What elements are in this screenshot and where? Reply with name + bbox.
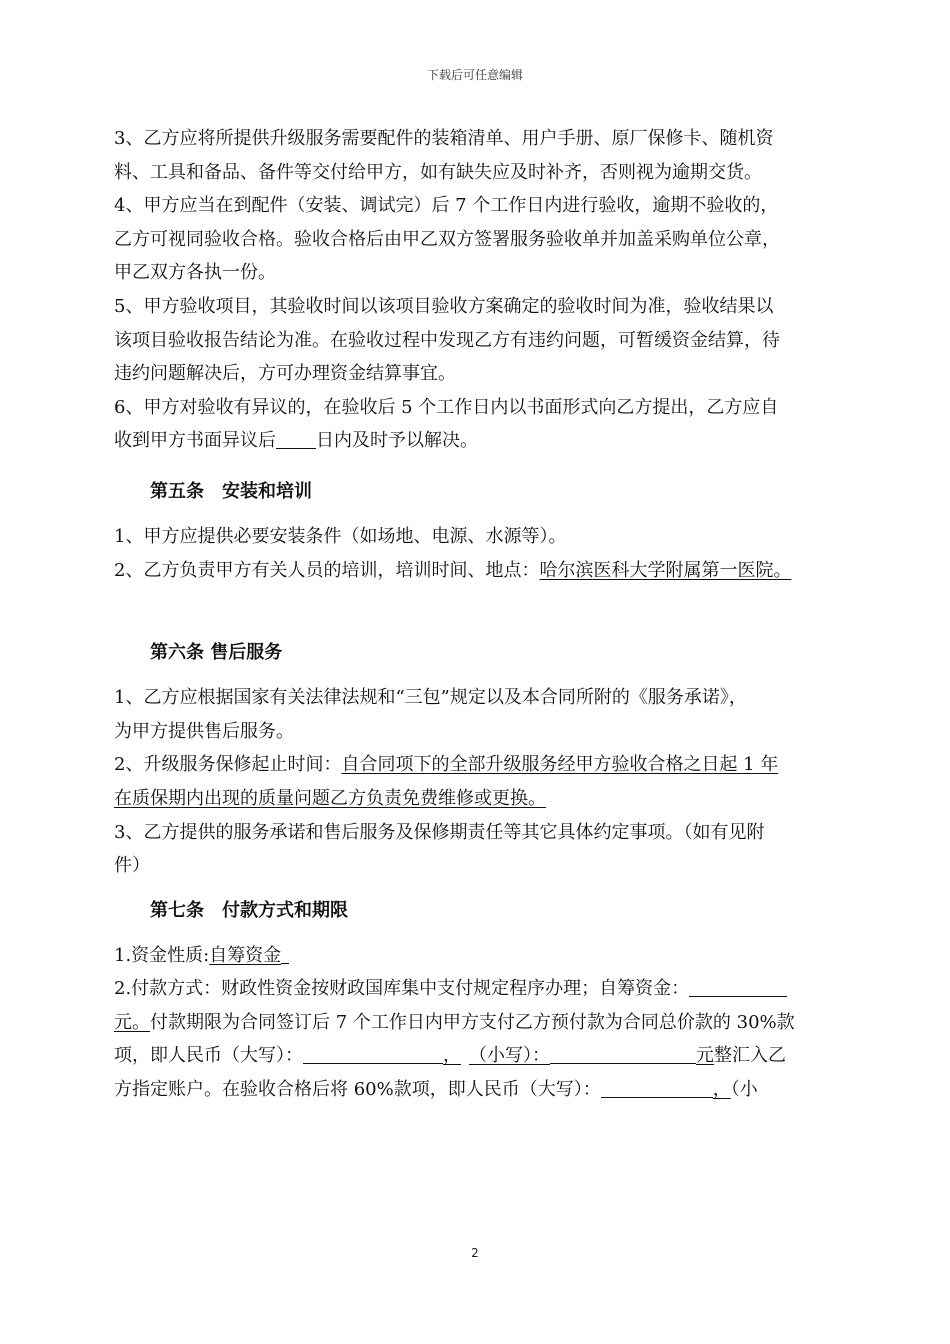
- paragraph-line: 违约问题解决后，方可办理资金结算事宜。: [114, 363, 456, 385]
- spacer: [114, 587, 834, 625]
- paragraph-line: 1、乙方应根据国家有关法律法规和“三包”规定以及本合同所附的《服务承诺》，: [114, 687, 747, 709]
- section-heading-6: 第六条 售后服务: [150, 642, 283, 664]
- paragraph-line: [114, 972, 834, 1006]
- text-run: （小: [730, 1079, 758, 1101]
- fund-type-value: 自筹资金: [209, 944, 282, 966]
- paragraph-line: 该项目验收报告结论为准。在验收过程中发现乙方有违约问题，可暂缓资金结算，待: [114, 329, 780, 351]
- text-run: 整汇入乙: [714, 1045, 786, 1067]
- fill-blank-amount-numeric: [550, 1041, 696, 1064]
- page-number: 2: [471, 1246, 479, 1260]
- text-run: 日内及时予以解决。: [316, 430, 478, 452]
- text-run: ，: [443, 1045, 461, 1067]
- paragraph-line: [114, 424, 834, 458]
- warranty-period-value: 在质保期内出现的质量问题乙方负责免费维修或更换。: [114, 787, 546, 809]
- text-run: （小写）：: [469, 1045, 550, 1067]
- paragraph-line: [114, 1039, 834, 1073]
- text-run: ，: [712, 1079, 731, 1101]
- paragraph-line: 3、乙方提供的服务承诺和售后服务及保修期责任等其它具体约定事项。（如有见附: [114, 821, 765, 843]
- paragraph-line: 为甲方提供售后服务。: [114, 720, 294, 742]
- fill-blank-days: [276, 426, 316, 449]
- text-run: 元: [696, 1045, 714, 1067]
- paragraph-line: 料、工具和备品、备件等交付给甲方，如有缺失应及时补齐，否则视为逾期交货。: [114, 161, 762, 183]
- paragraph-line: 件）: [114, 855, 150, 877]
- text-run: 付款期限为合同签订后 7 个工作日内甲方支付乙方预付款为合同总价款的 30%款: [150, 1011, 795, 1033]
- paragraph-line: 乙方可视同验收合格。验收合格后由甲乙双方签署服务验收单并加盖采购单位公章，: [114, 228, 780, 250]
- text-run: 1.资金性质:: [114, 944, 210, 966]
- text-run: 2、升级服务保修起止时间：: [114, 754, 342, 776]
- page-header: 下载后可任意编辑: [426, 68, 523, 82]
- training-location-value: 哈尔滨医科大学附属第一医院。: [539, 559, 792, 581]
- document-body: [114, 122, 834, 1107]
- paragraph-line: [114, 1073, 834, 1107]
- paragraph-line: 5、甲方验收项目，其验收时间以该项目验收方案确定的验收时间为准，验收结果以: [114, 295, 774, 317]
- text-run: 方指定账户。在验收合格后将 60%款项，即人民币（大写）：: [114, 1079, 601, 1101]
- fill-blank-self-funds: [689, 974, 787, 997]
- currency-unit: 元。: [114, 1011, 150, 1033]
- paragraph-line: 6、甲方对验收有异议的，在验收后 5 个工作日内以书面形式向乙方提出，乙方应自: [114, 396, 779, 418]
- warranty-period-value: 自合同项下的全部升级服务经甲方验收合格之日起 1 年: [341, 754, 779, 776]
- paragraph-line: 4、甲方应当在到配件（安装、调试完）后 7 个工作日内进行验收，逾期不验收的，: [114, 195, 779, 217]
- section-heading-5: 第五条 安装和培训: [150, 480, 312, 502]
- fill-blank-amount-uppercase: [601, 1075, 713, 1098]
- paragraph-line: [114, 1006, 834, 1040]
- paragraph-line: [114, 939, 834, 973]
- section-heading-7: 第七条 付款方式和期限: [150, 899, 348, 921]
- paragraph-line: 1、甲方应提供必要安装条件（如场地、电源、水源等）。: [114, 525, 567, 547]
- fill-blank-amount-uppercase: [303, 1041, 443, 1064]
- text-run: 2、乙方负责甲方有关人员的培训，培训时间、地点：: [114, 559, 540, 581]
- paragraph-line: [114, 782, 834, 816]
- paragraph-line: 甲乙双方各执一份。: [114, 262, 276, 284]
- paragraph-line: 3、乙方应将所提供升级服务需要配件的装箱清单、用户手册、原厂保修卡、随机资: [114, 128, 774, 149]
- text-run: 收到甲方书面异议后: [114, 430, 276, 452]
- text-run: 2.付款方式：财政性资金按财政国库集中支付规定程序办理；自筹资金：: [114, 978, 690, 1000]
- text-run: 项，即人民币（大写）：: [114, 1045, 303, 1067]
- paragraph-line: [114, 748, 834, 782]
- fill-blank: [281, 941, 289, 964]
- paragraph-line: [114, 554, 834, 588]
